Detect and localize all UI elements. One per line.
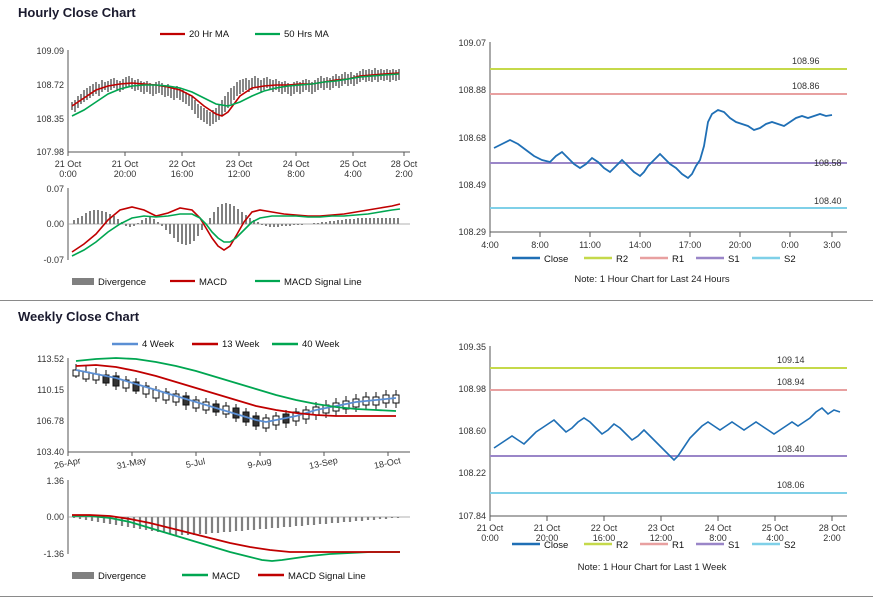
weekly-price-chart — [10, 330, 430, 490]
legend-label-s2: S2 — [784, 540, 796, 551]
svg-text:12:00: 12:00 — [649, 533, 673, 543]
level-label-r2: 109.14 — [777, 355, 805, 365]
wklvl-ytick-1: 108.98 — [458, 384, 486, 394]
ytick-1: 108.72 — [36, 80, 64, 90]
hourly-close-line — [494, 110, 832, 178]
weekly-4week-line — [76, 370, 396, 422]
macd-ytick-1: 0.00 — [46, 219, 64, 229]
svg-text:11:00: 11:00 — [579, 240, 601, 250]
wk-ytick-1: 110.15 — [37, 385, 64, 395]
hourly-price-chart — [10, 24, 430, 194]
hourly-levels-chart — [432, 26, 867, 296]
svg-text:8:00: 8:00 — [709, 533, 727, 543]
svg-text:28 Oct: 28 Oct — [390, 159, 418, 169]
svg-text:20:00: 20:00 — [535, 533, 559, 543]
wklvl-ytick-2: 108.60 — [458, 426, 486, 436]
svg-text:25 Oct: 25 Oct — [761, 523, 789, 533]
hourly-levels-note: Note: 1 Hour Chart for Last 24 Hours — [574, 274, 730, 285]
lvl-ytick-3: 108.49 — [458, 180, 486, 190]
level-label-s2: 108.06 — [777, 480, 805, 490]
svg-text:31-May: 31-May — [115, 455, 148, 472]
svg-text:16:00: 16:00 — [592, 533, 616, 543]
svg-text:4:00: 4:00 — [766, 533, 784, 543]
legend-label-close: Close — [544, 254, 569, 265]
svg-text:23 Oct: 23 Oct — [225, 159, 253, 169]
svg-text:13-Sep: 13-Sep — [308, 455, 339, 471]
weekly-section-title: Weekly Close Chart — [18, 309, 140, 324]
legend-label-13week: 13 Week — [222, 339, 260, 350]
weekly-price-legend — [112, 339, 340, 350]
legend-label-r1: R1 — [672, 540, 685, 551]
legend-swatch-divergence — [72, 572, 94, 579]
hourly-levels-legend — [512, 254, 796, 265]
legend-label-r2: R2 — [616, 254, 629, 265]
svg-text:21 Oct: 21 Oct — [476, 523, 504, 533]
ytick-3: 107.98 — [36, 147, 64, 157]
weekly-macd-chart — [10, 472, 430, 592]
svg-text:21 Oct: 21 Oct — [533, 523, 561, 533]
hourly-candlesticks — [72, 68, 399, 126]
wkmacd-ytick-0: 1.36 — [46, 476, 64, 486]
svg-text:0:00: 0:00 — [481, 533, 499, 543]
legend-label-s1: S1 — [728, 540, 740, 551]
hourly-levels-xticks — [481, 240, 841, 250]
legend-label-40week: 40 Week — [302, 339, 340, 350]
level-label-r1: 108.94 — [777, 377, 805, 387]
svg-text:28 Oct: 28 Oct — [818, 523, 846, 533]
wklvl-ytick-0: 109.35 — [458, 342, 486, 352]
weekly-candlesticks — [73, 364, 399, 432]
svg-text:22 Oct: 22 Oct — [168, 159, 196, 169]
hourly-50hrs-ma-line — [72, 74, 399, 116]
weekly-macd-legend — [72, 571, 366, 582]
legend-label-macd: MACD — [199, 277, 227, 288]
lvl-ytick-0: 109.07 — [458, 38, 486, 48]
level-label-s2: 108.40 — [814, 196, 842, 206]
svg-text:9-Aug: 9-Aug — [246, 455, 273, 471]
legend-label-20hrma: 20 Hr MA — [189, 29, 230, 40]
weekly-levels-chart — [432, 330, 867, 592]
svg-text:20:00: 20:00 — [728, 240, 752, 250]
svg-text:26-Apr: 26-Apr — [53, 455, 82, 471]
legend-label-macd-signal: MACD Signal Line — [284, 277, 362, 288]
hourly-price-axes — [36, 46, 410, 157]
svg-text:0:00: 0:00 — [781, 240, 799, 250]
svg-text:25 Oct: 25 Oct — [339, 159, 367, 169]
wk-ytick-0: 113.52 — [37, 354, 64, 364]
wkmacd-ytick-1: 0.00 — [46, 512, 64, 522]
hourly-macd-signal-line — [72, 209, 400, 256]
svg-text:8:00: 8:00 — [287, 169, 305, 179]
svg-text:2:00: 2:00 — [823, 533, 841, 543]
macd-ytick-2: -0.07 — [43, 255, 64, 265]
svg-text:23 Oct: 23 Oct — [647, 523, 675, 533]
ytick-0: 109.09 — [36, 46, 64, 56]
legend-label-close: Close — [544, 540, 569, 551]
svg-text:22 Oct: 22 Oct — [590, 523, 618, 533]
hourly-macd-legend — [72, 277, 362, 288]
svg-text:17:00: 17:00 — [678, 240, 702, 250]
legend-label-divergence: Divergence — [98, 277, 147, 288]
wklvl-ytick-3: 108.22 — [458, 468, 486, 478]
svg-text:20:00: 20:00 — [113, 169, 137, 179]
legend-label-divergence: Divergence — [98, 571, 147, 582]
legend-swatch-divergence — [72, 278, 94, 285]
legend-label-4week: 4 Week — [142, 339, 175, 350]
legend-label-r2: R2 — [616, 540, 629, 551]
hourly-macd-line — [72, 204, 400, 252]
hourly-macd-chart — [10, 180, 430, 300]
section-divider-top — [0, 300, 873, 301]
svg-text:14:00: 14:00 — [628, 240, 652, 250]
legend-label-s1: S1 — [728, 254, 740, 265]
wklvl-ytick-4: 107.84 — [458, 511, 486, 521]
hourly-section-title: Hourly Close Chart — [18, 5, 136, 20]
svg-text:0:00: 0:00 — [59, 169, 77, 179]
svg-text:5-Jul: 5-Jul — [184, 456, 206, 470]
legend-label-macd-signal: MACD Signal Line — [288, 571, 366, 582]
lvl-ytick-1: 108.88 — [458, 85, 486, 95]
section-divider-bottom — [0, 596, 873, 597]
weekly-levels-note: Note: 1 Hour Chart for Last 1 Week — [577, 562, 727, 573]
level-label-s1: 108.40 — [777, 444, 805, 454]
svg-text:24 Oct: 24 Oct — [282, 159, 310, 169]
weekly-price-xticks — [53, 455, 402, 471]
level-label-r2: 108.96 — [792, 56, 820, 66]
svg-text:21 Oct: 21 Oct — [54, 159, 82, 169]
svg-text:8:00: 8:00 — [531, 240, 549, 250]
legend-label-50hrsma: 50 Hrs MA — [284, 29, 329, 40]
legend-label-macd: MACD — [212, 571, 240, 582]
level-label-s1: 108.58 — [814, 158, 842, 168]
svg-text:12:00: 12:00 — [227, 169, 251, 179]
svg-text:21 Oct: 21 Oct — [111, 159, 139, 169]
level-label-r1: 108.86 — [792, 81, 820, 91]
ytick-2: 108.35 — [36, 114, 64, 124]
hourly-price-xticks — [55, 159, 418, 179]
svg-text:18-Oct: 18-Oct — [373, 455, 402, 471]
wkmacd-ytick-2: -1.36 — [43, 549, 64, 559]
legend-label-s2: S2 — [784, 254, 796, 265]
svg-text:16:00: 16:00 — [170, 169, 194, 179]
macd-ytick-0: 0.07 — [46, 184, 64, 194]
legend-label-r1: R1 — [672, 254, 685, 265]
svg-text:3:00: 3:00 — [823, 240, 841, 250]
hourly-macd-axes — [43, 184, 410, 265]
lvl-ytick-2: 108.68 — [458, 133, 486, 143]
svg-text:4:00: 4:00 — [344, 169, 362, 179]
svg-text:24 Oct: 24 Oct — [704, 523, 732, 533]
svg-text:4:00: 4:00 — [481, 240, 499, 250]
wk-ytick-3: 103.40 — [36, 447, 64, 457]
wk-ytick-2: 106.78 — [36, 416, 64, 426]
lvl-ytick-4: 108.29 — [458, 227, 486, 237]
hourly-price-legend — [160, 29, 330, 40]
svg-text:2:00: 2:00 — [395, 169, 413, 179]
